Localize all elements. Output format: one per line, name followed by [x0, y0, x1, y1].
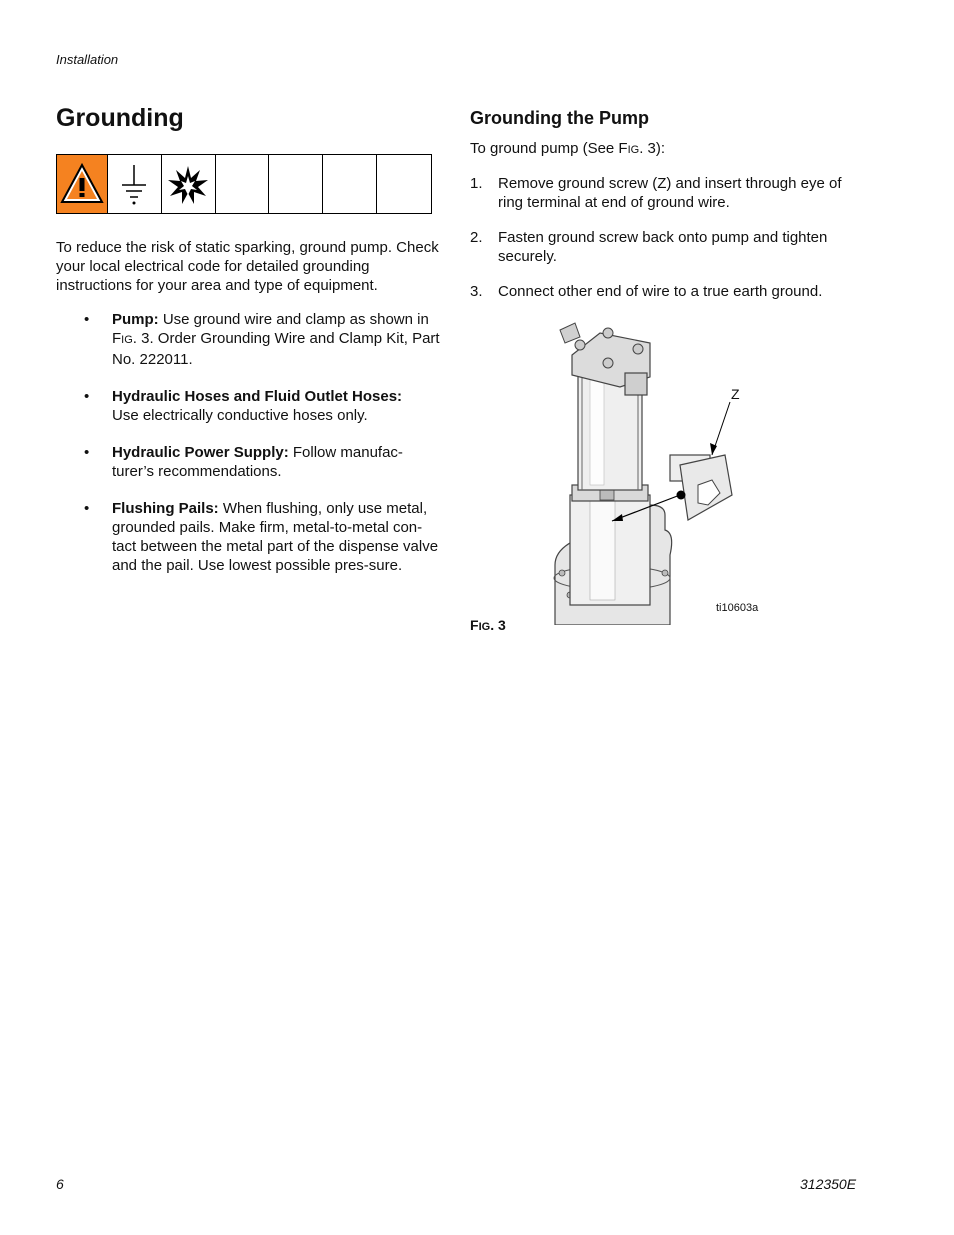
lead-text: To ground pump (See FIG. 3):: [470, 140, 666, 157]
pump-illustration: [550, 315, 810, 625]
list-item: [84, 443, 444, 481]
step-list: [470, 174, 870, 317]
warning-icon-row: [56, 154, 432, 214]
bullet-icon: •: [84, 444, 90, 461]
step-text: Fasten ground screw back onto pump and tighten securely.: [498, 229, 828, 265]
section-label: Installation: [56, 52, 119, 67]
bullet-label: Pump:: [112, 311, 159, 328]
bullet-text: Use ground wire and clamp as shown in F: [112, 311, 429, 347]
figure-caption: FIG. 3: [470, 617, 506, 633]
empty-cell: [216, 155, 270, 213]
bullet-icon: •: [84, 311, 90, 328]
bullet-text: Follow manufac-turer’s recommendations.: [112, 444, 403, 480]
warning-triangle-icon: [57, 155, 108, 213]
explosion-icon: [162, 155, 216, 213]
bullet-label: Hydraulic Power Supply:: [112, 444, 289, 461]
bullet-list: [84, 310, 444, 593]
empty-cell: [377, 155, 431, 213]
bullet-icon: •: [84, 500, 90, 517]
list-item: [84, 387, 444, 425]
step-number: 2.: [470, 229, 483, 246]
step-text: Connect other end of wire to a true earth ground.: [498, 283, 823, 300]
step-item: [470, 174, 870, 212]
empty-cell: [269, 155, 323, 213]
bullet-label: Hydraulic Hoses and Fluid Outlet Hoses:: [112, 388, 403, 405]
bullet-text-smallcaps: IG: [121, 334, 133, 346]
page-title: Grounding: [56, 104, 184, 132]
step-item: [470, 282, 870, 301]
bullet-text: When flushing, only use metal, grounded pails. Make firm, metal-to-metal con-tact between the metal part of the dispense valve and the pail. Use lowest possible pres-sure.: [112, 500, 439, 574]
intro-paragraph: To reduce the risk of static sparking, ground pump. Check your local electrical code for detailed grounding instructions for your area and type of equipment.: [56, 239, 439, 294]
step-text: Remove ground screw (Z) and insert through eye of ring terminal at end of ground wire.: [498, 175, 842, 211]
ground-symbol-icon: [108, 155, 162, 213]
step-number: 1.: [470, 175, 483, 192]
document-number: 312350E: [800, 1176, 857, 1192]
list-item: [84, 499, 444, 575]
figure-callout-label: Z: [731, 386, 740, 402]
bullet-label: Flushing Pails:: [112, 500, 219, 517]
bullet-text: . 3. Order Grounding Wire and Clamp Kit, Part No. 222011.: [112, 330, 440, 368]
empty-cell: [323, 155, 377, 213]
figure-id: ti10603a: [716, 602, 759, 614]
page-number: 6: [56, 1176, 64, 1192]
section-heading: Grounding the Pump: [470, 108, 649, 128]
bullet-text: Use electrically conductive hoses only.: [112, 407, 368, 424]
step-item: [470, 228, 870, 266]
list-item: [84, 310, 444, 369]
step-number: 3.: [470, 283, 483, 300]
bullet-icon: •: [84, 388, 90, 405]
